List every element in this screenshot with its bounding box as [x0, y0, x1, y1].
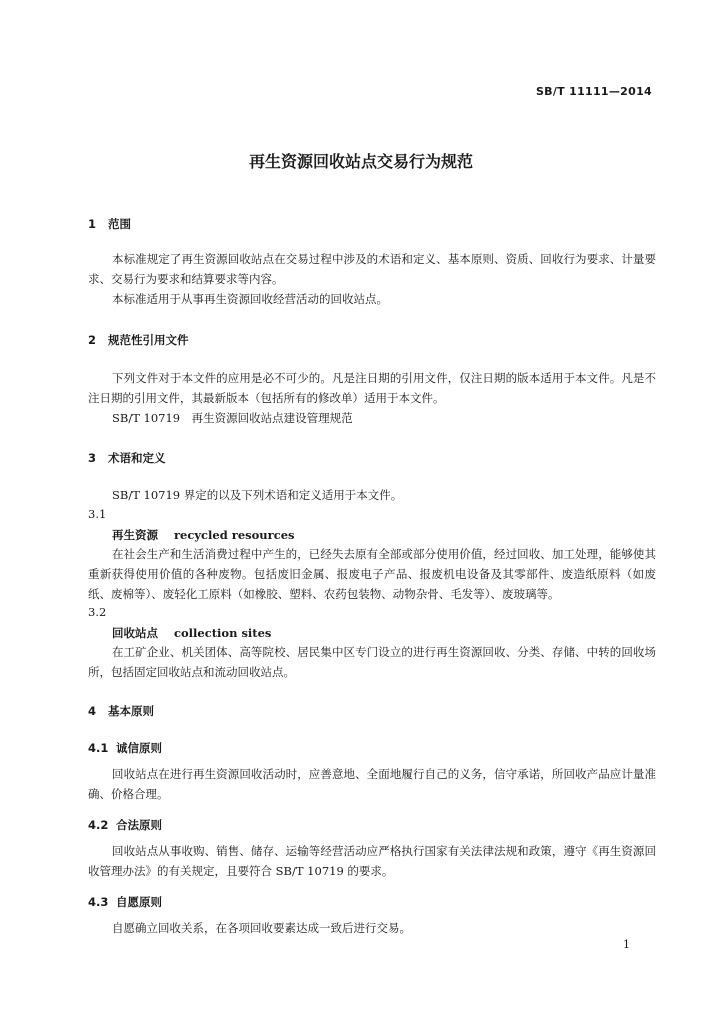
section-2-heading [88, 332, 189, 348]
term-3-1-number: 3.1 [88, 507, 107, 521]
section-title: 范围 [108, 217, 131, 231]
clause-title: 自愿原则 [116, 895, 162, 909]
section-3-intro: SB/T 10719 界定的以及下列术语和定义适用于本文件。 [112, 488, 403, 502]
section-3-heading [88, 450, 166, 466]
clause-number: 4.3 [88, 895, 109, 909]
section-2-paragraph-1: 下列文件对于本文件的应用是必不可少的。凡是注日期的引用文件，仅注日期的版本适用于本文件。凡是不注日期的引用文件，其最新版本（包括所有的修改单）适用于本文件。 [88, 371, 656, 405]
section-title: 规范性引用文件 [108, 333, 189, 347]
page-number: 1 [623, 938, 630, 951]
normative-reference: SB/T 10719 再生资源回收站点建设管理规范 [112, 411, 353, 425]
term-3-1-definition: 在社会生产和生活消费过程中产生的，已经失去原有全部或部分使用价值，经过回收、加工处理，能够使其重新获得使用价值的各种废物。包括废旧金属、报废电子产品、报废机电设备及其零部件、废造纸原料（如废纸、废棉等）、废轻化工原料（如橡胶、塑料、农药包装物、动物杂骨、毛发等）、废玻璃等。 [88, 547, 656, 601]
term-chinese: 再生资源 [112, 528, 158, 542]
clause-4-1-heading [88, 740, 162, 756]
section-number: 4 [88, 704, 97, 718]
document-title: 再生资源回收站点交易行为规范 [248, 152, 473, 171]
clause-4-3-text: 自愿确立回收关系，在各项回收要素达成一致后进行交易。 [112, 921, 411, 935]
section-title: 术语和定义 [108, 451, 166, 465]
standard-number: SB/T 11111—2014 [535, 85, 652, 98]
clause-4-2-heading [88, 817, 162, 833]
term-chinese: 回收站点 [112, 626, 158, 640]
clause-number: 4.1 [88, 741, 109, 755]
clause-title: 合法原则 [116, 818, 162, 832]
section-1-paragraph-1: 本标准规定了再生资源回收站点在交易过程中涉及的术语和定义、基本原则、资质、回收行为要求、计量要求、交易行为要求和结算要求等内容。 [88, 252, 656, 286]
section-title: 基本原则 [108, 704, 154, 718]
clause-4-2-text: 回收站点从事收购、销售、储存、运输等经营活动应严格执行国家有关法律法规和政策，遵守《再生资源回收管理办法》的有关规定，且要符合 SB/T 10719 的要求。 [88, 844, 656, 878]
section-number: 1 [88, 217, 97, 231]
term-english: collection sites [174, 626, 272, 640]
clause-4-1-text: 回收站点在进行再生资源回收活动时，应善意地、全面地履行自己的义务，信守承诺，所回收产品应计量准确、价格合理。 [88, 767, 656, 801]
section-number: 2 [88, 333, 97, 347]
clause-number: 4.2 [88, 818, 109, 832]
section-number: 3 [88, 451, 97, 465]
term-3-1-title [112, 527, 295, 543]
term-3-2-title [112, 625, 271, 641]
section-4-heading [88, 703, 154, 719]
clause-title: 诚信原则 [116, 741, 162, 755]
term-english: recycled resources [174, 528, 295, 542]
section-1-paragraph-2: 本标准适用于从事再生资源回收经营活动的回收站点。 [112, 292, 388, 306]
term-3-2-number: 3.2 [88, 605, 107, 619]
section-1-heading [88, 216, 131, 232]
clause-4-3-heading [88, 894, 162, 910]
term-3-2-definition: 在工矿企业、机关团体、高等院校、居民集中区专门设立的进行再生资源回收、分类、存储、中转的回收场所，包括固定回收站点和流动回收站点。 [88, 645, 656, 679]
